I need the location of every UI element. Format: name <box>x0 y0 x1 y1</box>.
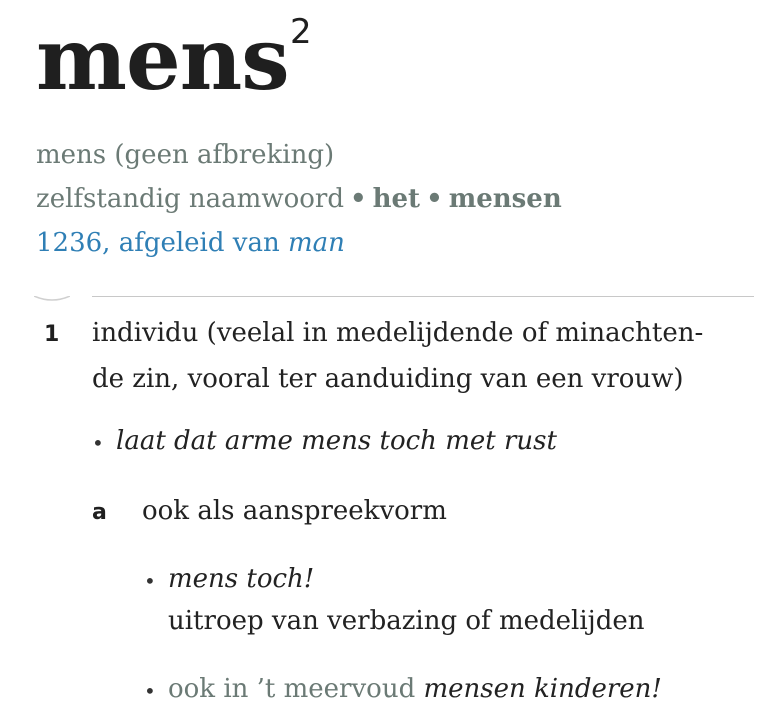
example-phrase: mens toch! <box>168 564 315 594</box>
separator-dot: • <box>426 184 443 214</box>
syllabification: mens (geen afbreking) <box>36 140 335 170</box>
divider-notch <box>34 296 70 302</box>
grammar-line <box>36 182 562 216</box>
sense-definition-line2: de zin, vooral ter aanduiding van een vrouw) <box>92 364 684 394</box>
example-phrase: mensen kinderen! <box>423 674 662 704</box>
usage-note: ook in ’t meervoud <box>168 674 416 704</box>
plural-form: mensen <box>448 184 562 214</box>
example-bullet: • <box>92 431 104 455</box>
part-of-speech: zelfstandig naamwoord <box>36 184 344 214</box>
etymology-text: 1236, afgeleid van <box>36 228 280 258</box>
etymology-link-word[interactable]: man <box>287 228 345 258</box>
separator-dot: • <box>349 184 367 214</box>
headword: mens <box>36 9 289 110</box>
example-gloss: uitroep van verbazing of medelijden <box>168 606 645 636</box>
sense-definition-line1: individu (veelal in medelijdende of minachten- <box>92 318 704 348</box>
subsense-definition: ook als aanspreekvorm <box>142 496 447 526</box>
etymology <box>36 226 345 260</box>
subsense-letter: a <box>92 500 107 525</box>
example-line <box>168 666 662 712</box>
sense-number: 1 <box>44 322 60 347</box>
divider-line <box>92 296 754 297</box>
example-bullet: • <box>144 679 156 703</box>
example-bullet: • <box>144 569 156 593</box>
example-sentence: laat dat arme mens toch met rust <box>116 426 557 456</box>
article: het <box>372 184 421 214</box>
homonym-number: 2 <box>290 12 312 52</box>
